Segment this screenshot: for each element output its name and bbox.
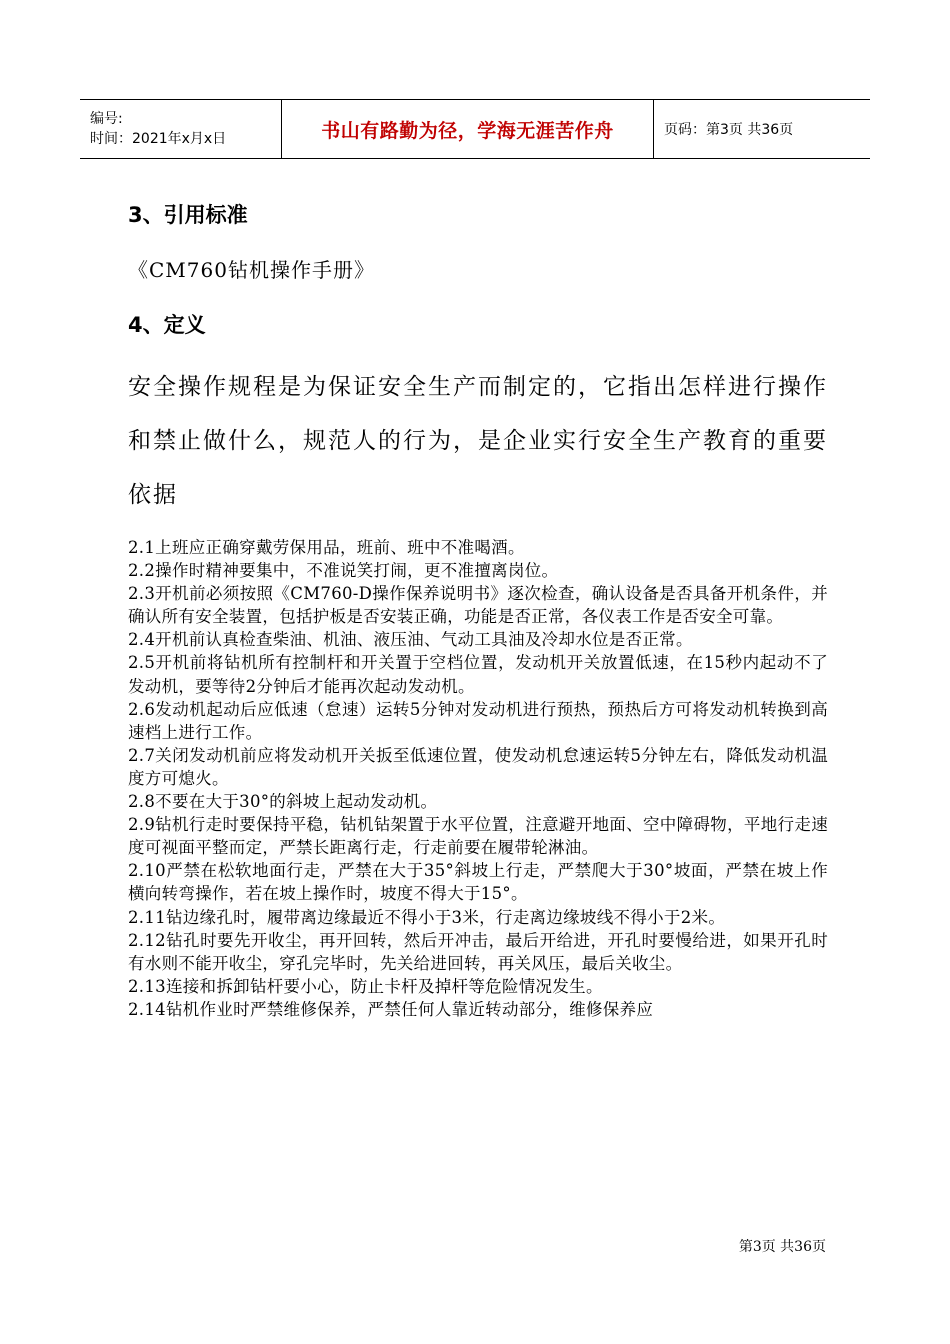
rule-item: 2.7关闭发动机前应将发动机开关扳至低速位置，使发动机怠速运转5分钟左右，降低发动机温度方可熄火。 [128, 745, 828, 788]
rule-item: 2.6发动机起动后应低速（怠速）运转5分钟对发动机进行预热，预热后方可将发动机转换到高速档上进行工作。 [128, 699, 828, 742]
header-page-cell [654, 100, 870, 158]
rule-item: 2.9钻机行走时要保持平稳，钻机钻架置于水平位置，注意避开地面、空中障碍物，平地行走速度可视面平整而定，严禁长距离行走，行走前要在履带轮淋油。 [128, 815, 828, 858]
rule-item: 2.10严禁在松软地面行走，严禁在大于35°斜坡上行走，严禁爬大于30°坡面，严禁在坡上作横向转弯操作，若在坡上操作时，坡度不得大于15°。 [128, 861, 828, 904]
page-footer-number: 第3页 共36页 [738, 1239, 826, 1255]
rule-item: 2.8不要在大于30°的斜坡上起动发动机。 [128, 792, 438, 812]
rule-item: 2.2操作时精神要集中，不准说笑打闹，更不准擅离岗位。 [128, 561, 559, 581]
rule-item: 2.5开机前将钻机所有控制杆和开关置于空档位置，发动机开关放置低速，在15秒内起动不了发动机，要等待2分钟后才能再次起动发动机。 [128, 653, 828, 696]
header-page-number: 页码：第3页 共36页 [664, 122, 794, 138]
section-heading-standards: 3、引用标准 [128, 203, 248, 227]
rule-item: 2.13连接和拆卸钻杆要小心，防止卡杆及掉杆等危险情况发生。 [128, 976, 603, 996]
rule-item: 2.4开机前认真检查柴油、机油、液压油、气动工具油及冷却水位是否正常。 [128, 630, 693, 650]
rule-item: 2.12钻孔时要先开收尘，再开回转，然后开冲击，最后开给进，开孔时要慢给进，如果开孔时有水则不能开收尘，穿孔完毕时，先关给进回转，再关风压，最后关收尘。 [128, 930, 828, 973]
rule-item: 2.1上班应正确穿戴劳保用品，班前、班中不准喝酒。 [128, 538, 525, 557]
rule-item: 2.3开机前必须按照《CM760-D操作保养说明书》逐次检查，确认设备是否具备开机条件，并确认所有安全装置，包括护板是否安装正确，功能是否正常，各仪表工作是否安全可靠。 [128, 584, 828, 627]
definition-paragraph: 安全操作规程是为保证安全生产而制定的，它指出怎样进行操作和禁止做什么，规范人的行为，是企业实行安全生产教育的重要依据 [128, 374, 828, 508]
header-meta-cell [80, 100, 282, 158]
section-heading-definition: 4、定义 [128, 313, 206, 337]
page-header [80, 99, 870, 159]
rules-list [128, 536, 828, 1021]
document-date: 时间：2021年x月x日 [90, 131, 227, 147]
document-body [128, 190, 828, 1021]
standards-reference: 《CM760钻机操作手册》 [128, 258, 375, 282]
header-motto: 书山有路勤为径，学海无涯苦作舟 [321, 119, 614, 142]
header-motto-cell [282, 100, 654, 158]
rule-item: 2.14钻机作业时严禁维修保养，严禁任何人靠近转动部分，维修保养应 [128, 999, 654, 1019]
document-number-label: 编号: [90, 111, 123, 127]
rule-item: 2.11钻边缘孔时，履带离边缘最近不得小于3米，行走离边缘坡线不得小于2米。 [128, 907, 726, 927]
